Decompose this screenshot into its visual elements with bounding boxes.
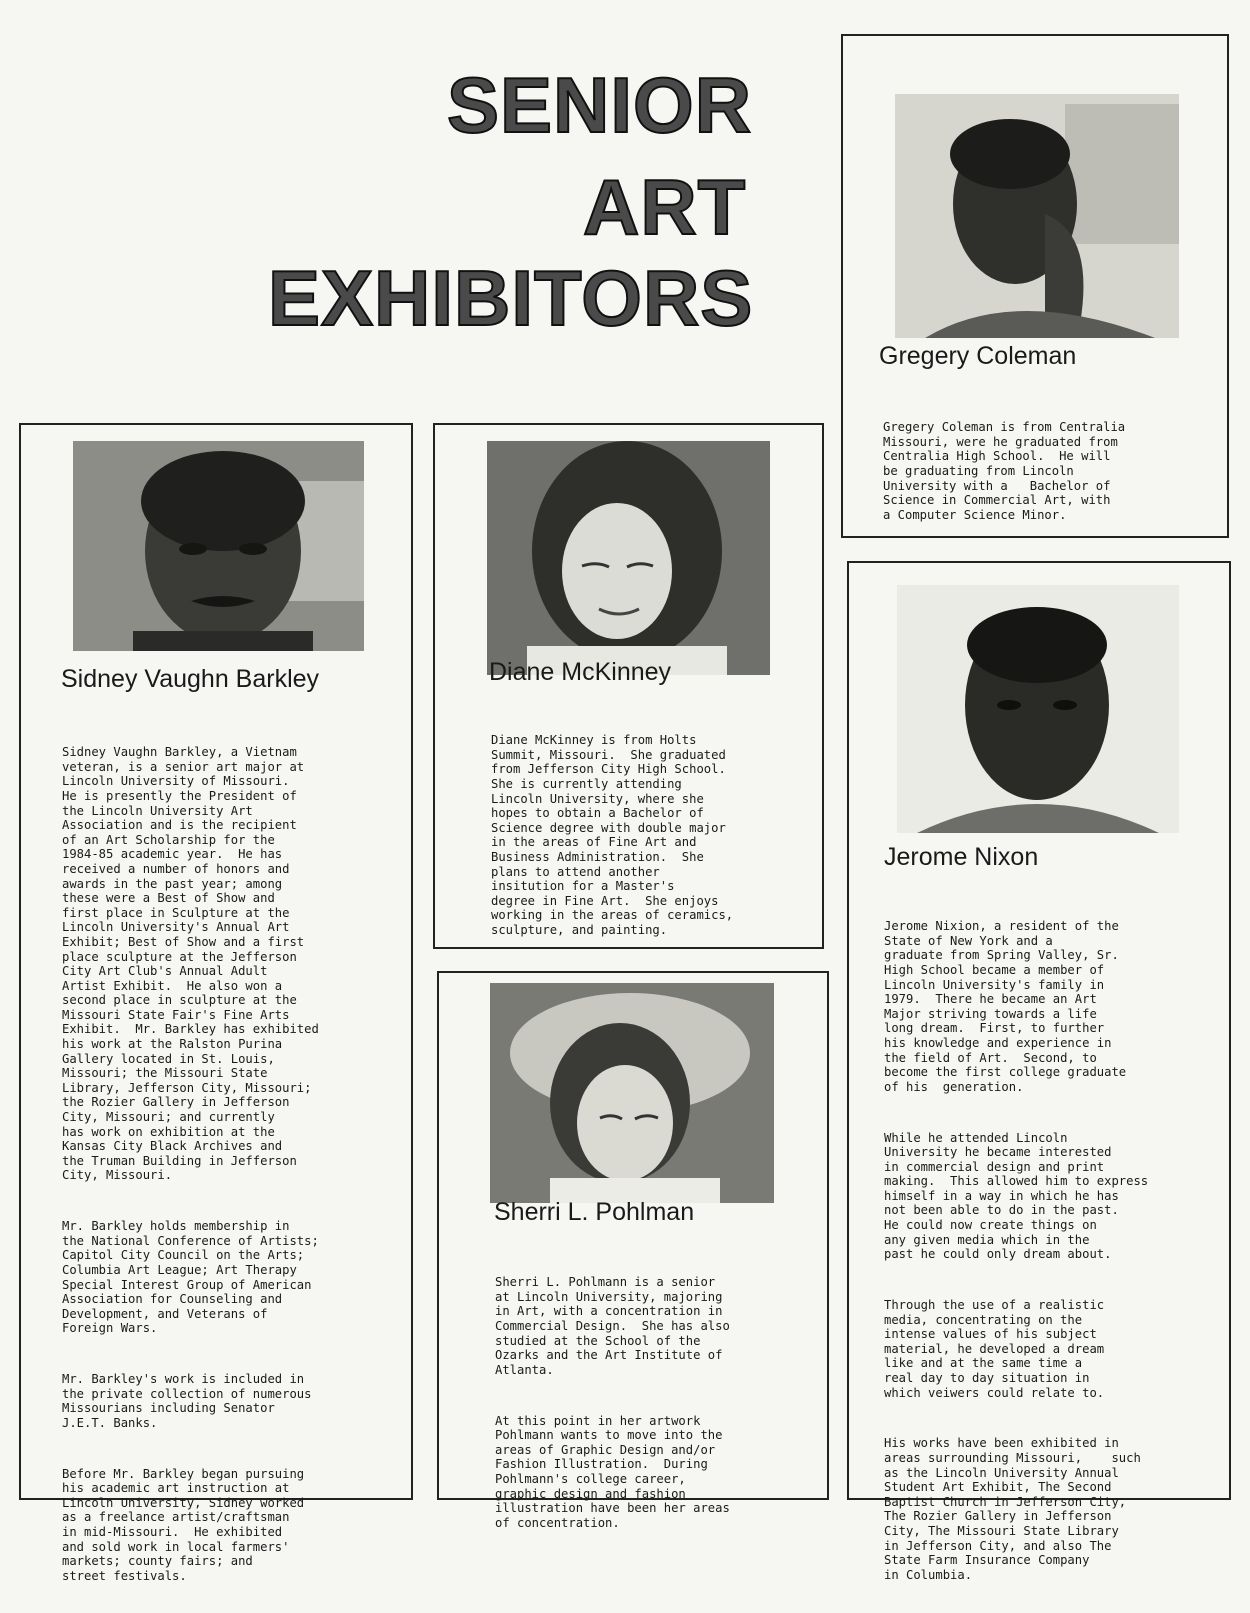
exhibitor-name-nixon: Jerome Nixon (884, 843, 1039, 871)
bio-paragraph: Jerome Nixion, a resident of the State of New York and a graduate from Spring Valley, Sr. High School became a member of Lincoln University's family in 1979. There he became an Art Major striving towards a life long dream. First, to further his knowledge and experience in the field of Art. Second, to become the first college graduate of his generation. (884, 919, 1127, 1094)
profile-card-coleman (841, 34, 1229, 538)
bio-paragraph: Before Mr. Barkley began pursuing his academic art instruction at Lincoln University, Sidney worked as a freelance artist/craftsman in mid-Missouri. He exhibited and sold work in local farmers' markets; county fairs; and street festivals. (62, 1466, 305, 1583)
exhibitor-bio-barkley (62, 716, 319, 1613)
profile-card-mckinney (433, 423, 824, 949)
portrait-photo-coleman (895, 94, 1179, 338)
bio-paragraph: At this point in her artwork Pohlmann wants to move into the areas of Graphic Design and/or Fashion Illustration. During Pohlmann's college career, graphic design and fashion illustration have been her areas of concentration. (495, 1413, 730, 1530)
exhibitor-bio-coleman (883, 391, 1125, 552)
bio-paragraph: Through the use of a realistic media, concentrating on the intense values of his subject material, he developed a dream like and at the same time a real day to day situation in which veiwers could relate to. (884, 1298, 1105, 1400)
bio-paragraph: Mr. Barkley's work is included in the private collection of numerous Missourians including Senator J.E.T. Banks. (62, 1372, 312, 1430)
exhibitor-name-mckinney: Diane McKinney (489, 658, 672, 686)
profile-card-nixon (847, 561, 1231, 1582)
bio-paragraph: Mr. Barkley holds membership in the National Conference of Artists; Capitol City Council on the Arts; Columbia Art League; Art Therapy Special Interest Group of American Association for Counseling and Development, and Veterans of Foreign Wars. (62, 1219, 319, 1336)
portrait-photo-mckinney (487, 441, 770, 675)
portrait-photo-nixon (897, 585, 1179, 833)
portrait-photo-pohlman (490, 983, 774, 1203)
heading-art: ART (583, 163, 747, 251)
profile-card-barkley (19, 423, 413, 1583)
bio-paragraph: Sherri L. Pohlmann is a senior at Lincoln University, majoring in Art, with a concentration in Commercial Design. She has also studied at the School of the Ozarks and the Art Institute of Atlanta. (495, 1275, 730, 1377)
bio-paragraph: Diane McKinney is from Holts Summit, Missouri. She graduated from Jefferson City High School. She is currently attending Lincoln University, where she hopes to obtain a Bachelor of Science degree with double major in the areas of Fine Art and Business Administration. She plans to attend another insitution for a Master's degree in Fine Art. She enjoys working in the areas of ceramics, sculpture, and painting. (491, 733, 734, 937)
bio-paragraph: While he attended Lincoln University he became interested in commercial design and print making. This allowed him to express himself in a way in which he has not been able to do in the past. He could now create things on any given media which in the past he could only dream about. (884, 1130, 1149, 1262)
heading-exhibitors: EXHIBITORS (268, 254, 754, 342)
bio-paragraph: Gregery Coleman is from Centralia Missouri, were he graduated from Centralia High School. He will be graduating from Lincoln University with a Bachelor of Science in Commercial Art, with a Computer Science Minor. (883, 420, 1126, 522)
exhibitor-name-pohlman: Sherri L. Pohlman (494, 1198, 695, 1226)
exhibitor-name-coleman: Gregery Coleman (879, 342, 1077, 370)
bio-paragraph: His works have been exhibited in areas surrounding Missouri, such as the Lincoln University Annual Student Art Exhibit, The Second Baptist Church in Jefferson City, The Rozier Gallery in Jefferson City, The Missouri State Library in Jefferson City, and also The State Farm Insurance Company in Columbia. (884, 1436, 1141, 1582)
profile-card-pohlman (437, 971, 829, 1530)
exhibitor-name-barkley: Sidney Vaughn Barkley (61, 665, 320, 693)
exhibitor-bio-mckinney (491, 704, 733, 967)
exhibitor-bio-pohlman (495, 1246, 730, 1559)
heading-senior: SENIOR (447, 61, 753, 149)
bio-paragraph: Sidney Vaughn Barkley, a Vietnam veteran, is a senior art major at Lincoln University of Missouri. He is presently the President of the Lincoln University Art Association and is the recipient of an Art Scholarship for the 1984-85 academic year. He has received a number of honors and awards in the past year; among these were a Best of Show and first place in Sculpture at the Lincoln University's Annual Art Exhibit; Best of Show and a first place sculpture at the Jefferson City Art Club's Annual Adult Artist Exhibit. He also won a second place in sculpture at the Missouri State Fair's Fine Arts Exhibit. Mr. Barkley has exhibited his work at the Ralston Purina Gallery located in St. Louis, Missouri; the Missouri State Library, Jefferson City, Missouri; the Rozier Gallery in Jefferson City, Missouri; and currently has work on exhibition at the Kansas City Black Archives and the Truman Building in Jefferson City, Missouri. (62, 745, 319, 1183)
exhibitor-bio-nixon (884, 890, 1148, 1612)
portrait-photo-barkley (73, 441, 364, 651)
